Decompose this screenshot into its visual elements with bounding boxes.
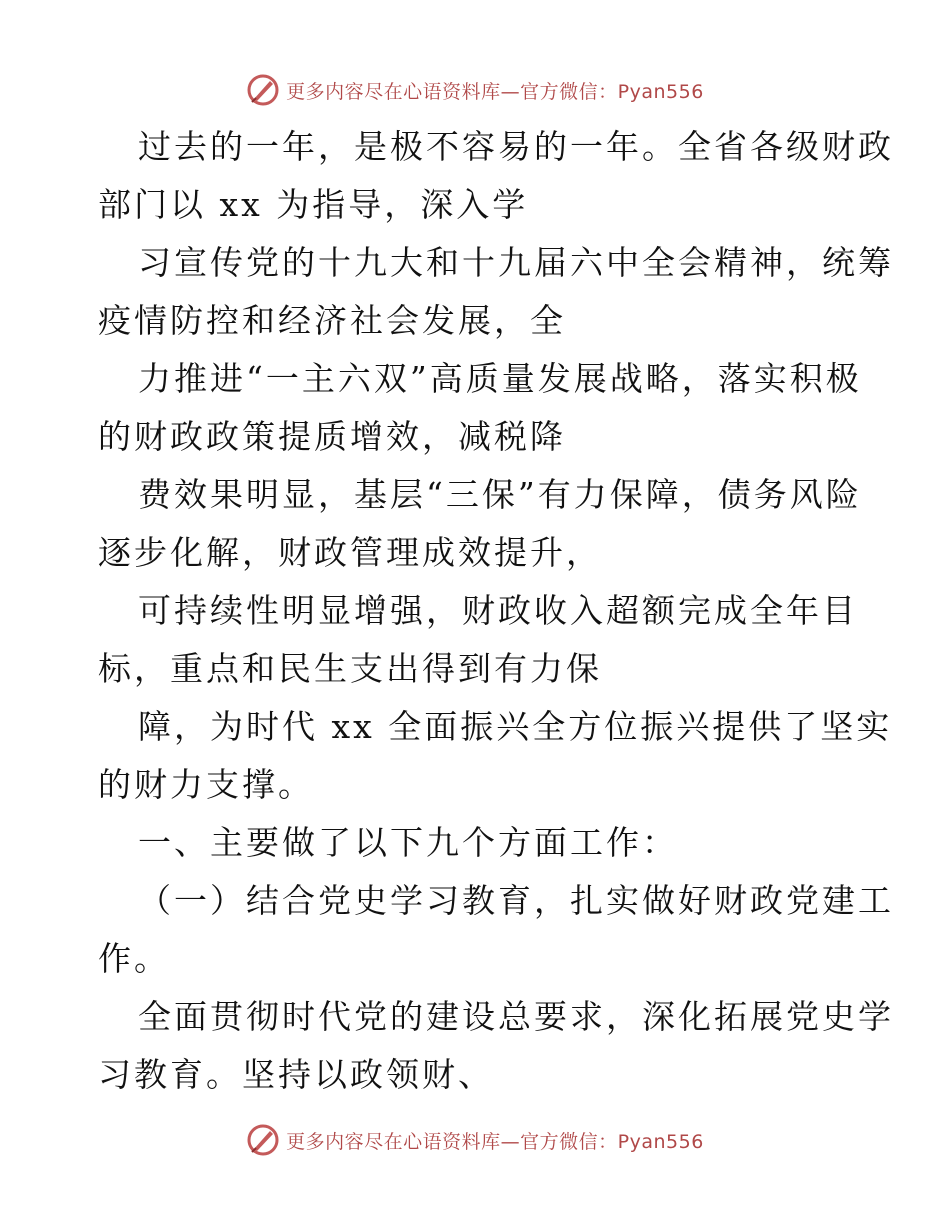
paragraph-7: 全面贯彻时代党的建设总要求，深化拓展党史学 习教育。坚持以政领财、: [98, 997, 894, 1094]
subsection-heading-1: （一）结合党史学习教育，扎实做好财政党建工 作。: [98, 881, 894, 978]
paragraph-5: 可持续性明显增强，财政收入超额完成全年目 标，重点和民生支出得到有力保: [98, 591, 858, 688]
paragraph-4: 费效果明显，基层“三保”有力保障，债务风险 逐步化解，财政管理成效提升，: [98, 475, 862, 572]
document-body: [98, 118, 894, 1104]
quill-pen-logo-icon: [246, 73, 280, 107]
header-banner-text: 更多内容尽在心语资料库—官方微信：Pyan556: [286, 80, 704, 103]
footer-banner: [0, 1120, 950, 1160]
header-banner: [0, 70, 950, 110]
footer-banner-text: 更多内容尽在心语资料库—官方微信：Pyan556: [286, 1130, 704, 1153]
paragraph-3: 力推进“一主六双”高质量发展战略，落实积极 的财政政策提质增效，减税降: [98, 359, 862, 456]
section-heading-1: 一、主要做了以下九个方面工作：: [138, 823, 678, 862]
paragraph-6: 障，为时代 xx 全面振兴全方位振兴提供了坚实 的财力支撑。: [98, 707, 893, 804]
quill-pen-logo-icon: [246, 1123, 280, 1157]
paragraph-2: 习宣传党的十九大和十九届六中全会精神，统筹 疫情防控和经济社会发展，全: [98, 243, 894, 340]
paragraph-1: 过去的一年，是极不容易的一年。全省各级财政 部门以 xx 为指导，深入学: [98, 127, 894, 224]
